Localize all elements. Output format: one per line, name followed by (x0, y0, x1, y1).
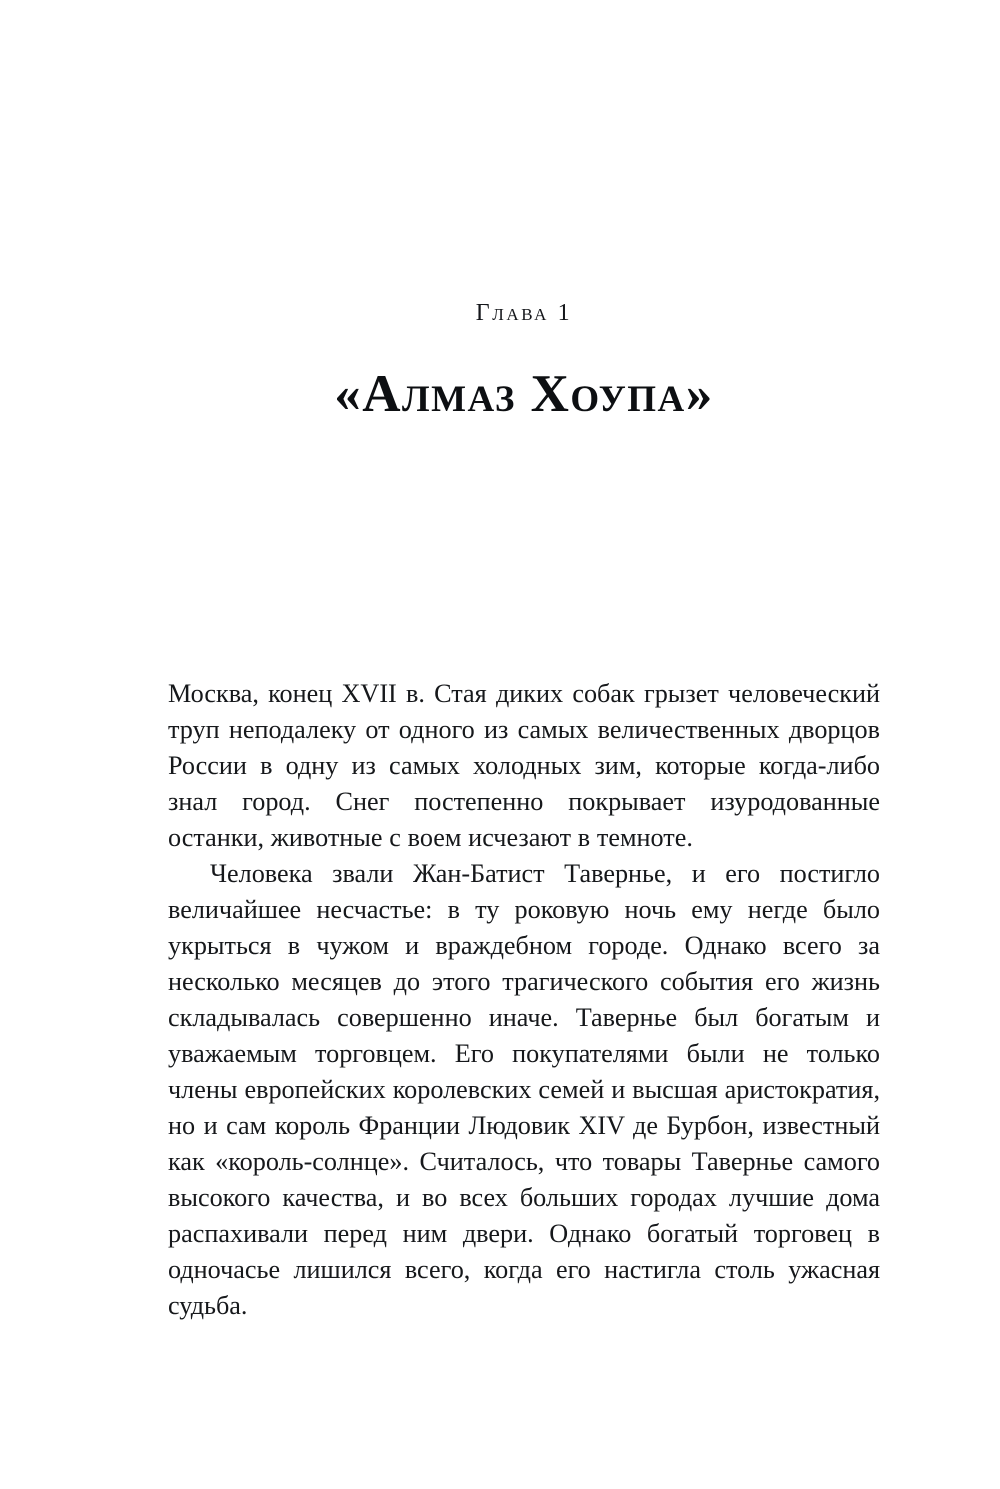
paragraph: Человека звали Жан-Батист Таверньe, и его постигло величайшее несчастье: в ту роковую ночь ему негде было укрыться в чужом и враждебном городе. Однако всего за несколько месяцев до этого трагического события его жизнь складывалась совершенно иначе. Таверньe был богатым и уважаемым торговцем. Его покупателями были не только члены европейских королевских семей и высшая аристократия, но и сам король Франции Людовик XIV де Бурбон, известный как «король-солнце». Считалось, что товары Таверньe самого высокого качества, и во всех больших городах лучшие дома распахивали перед ним двери. Однако богатый торговец в одночасье лишился всего, когда его настигла столь ужасная судьба. (168, 859, 880, 1320)
chapter-title: «Алмаз Хоупа» (334, 365, 714, 424)
body-copy (168, 676, 880, 1324)
paragraph: Москва, конец XVII в. Стая диких собак грызет человеческий труп неподалеку от одного из самых величественных дворцов России в одну из самых холодных зим, которые когда-либо знал город. Снег постепенно покрывает изуродованные останки, животные с воем исчезают в темноте. (168, 679, 880, 852)
chapter-label: Глава 1 (475, 300, 573, 326)
chapter-heading-block (168, 300, 880, 424)
